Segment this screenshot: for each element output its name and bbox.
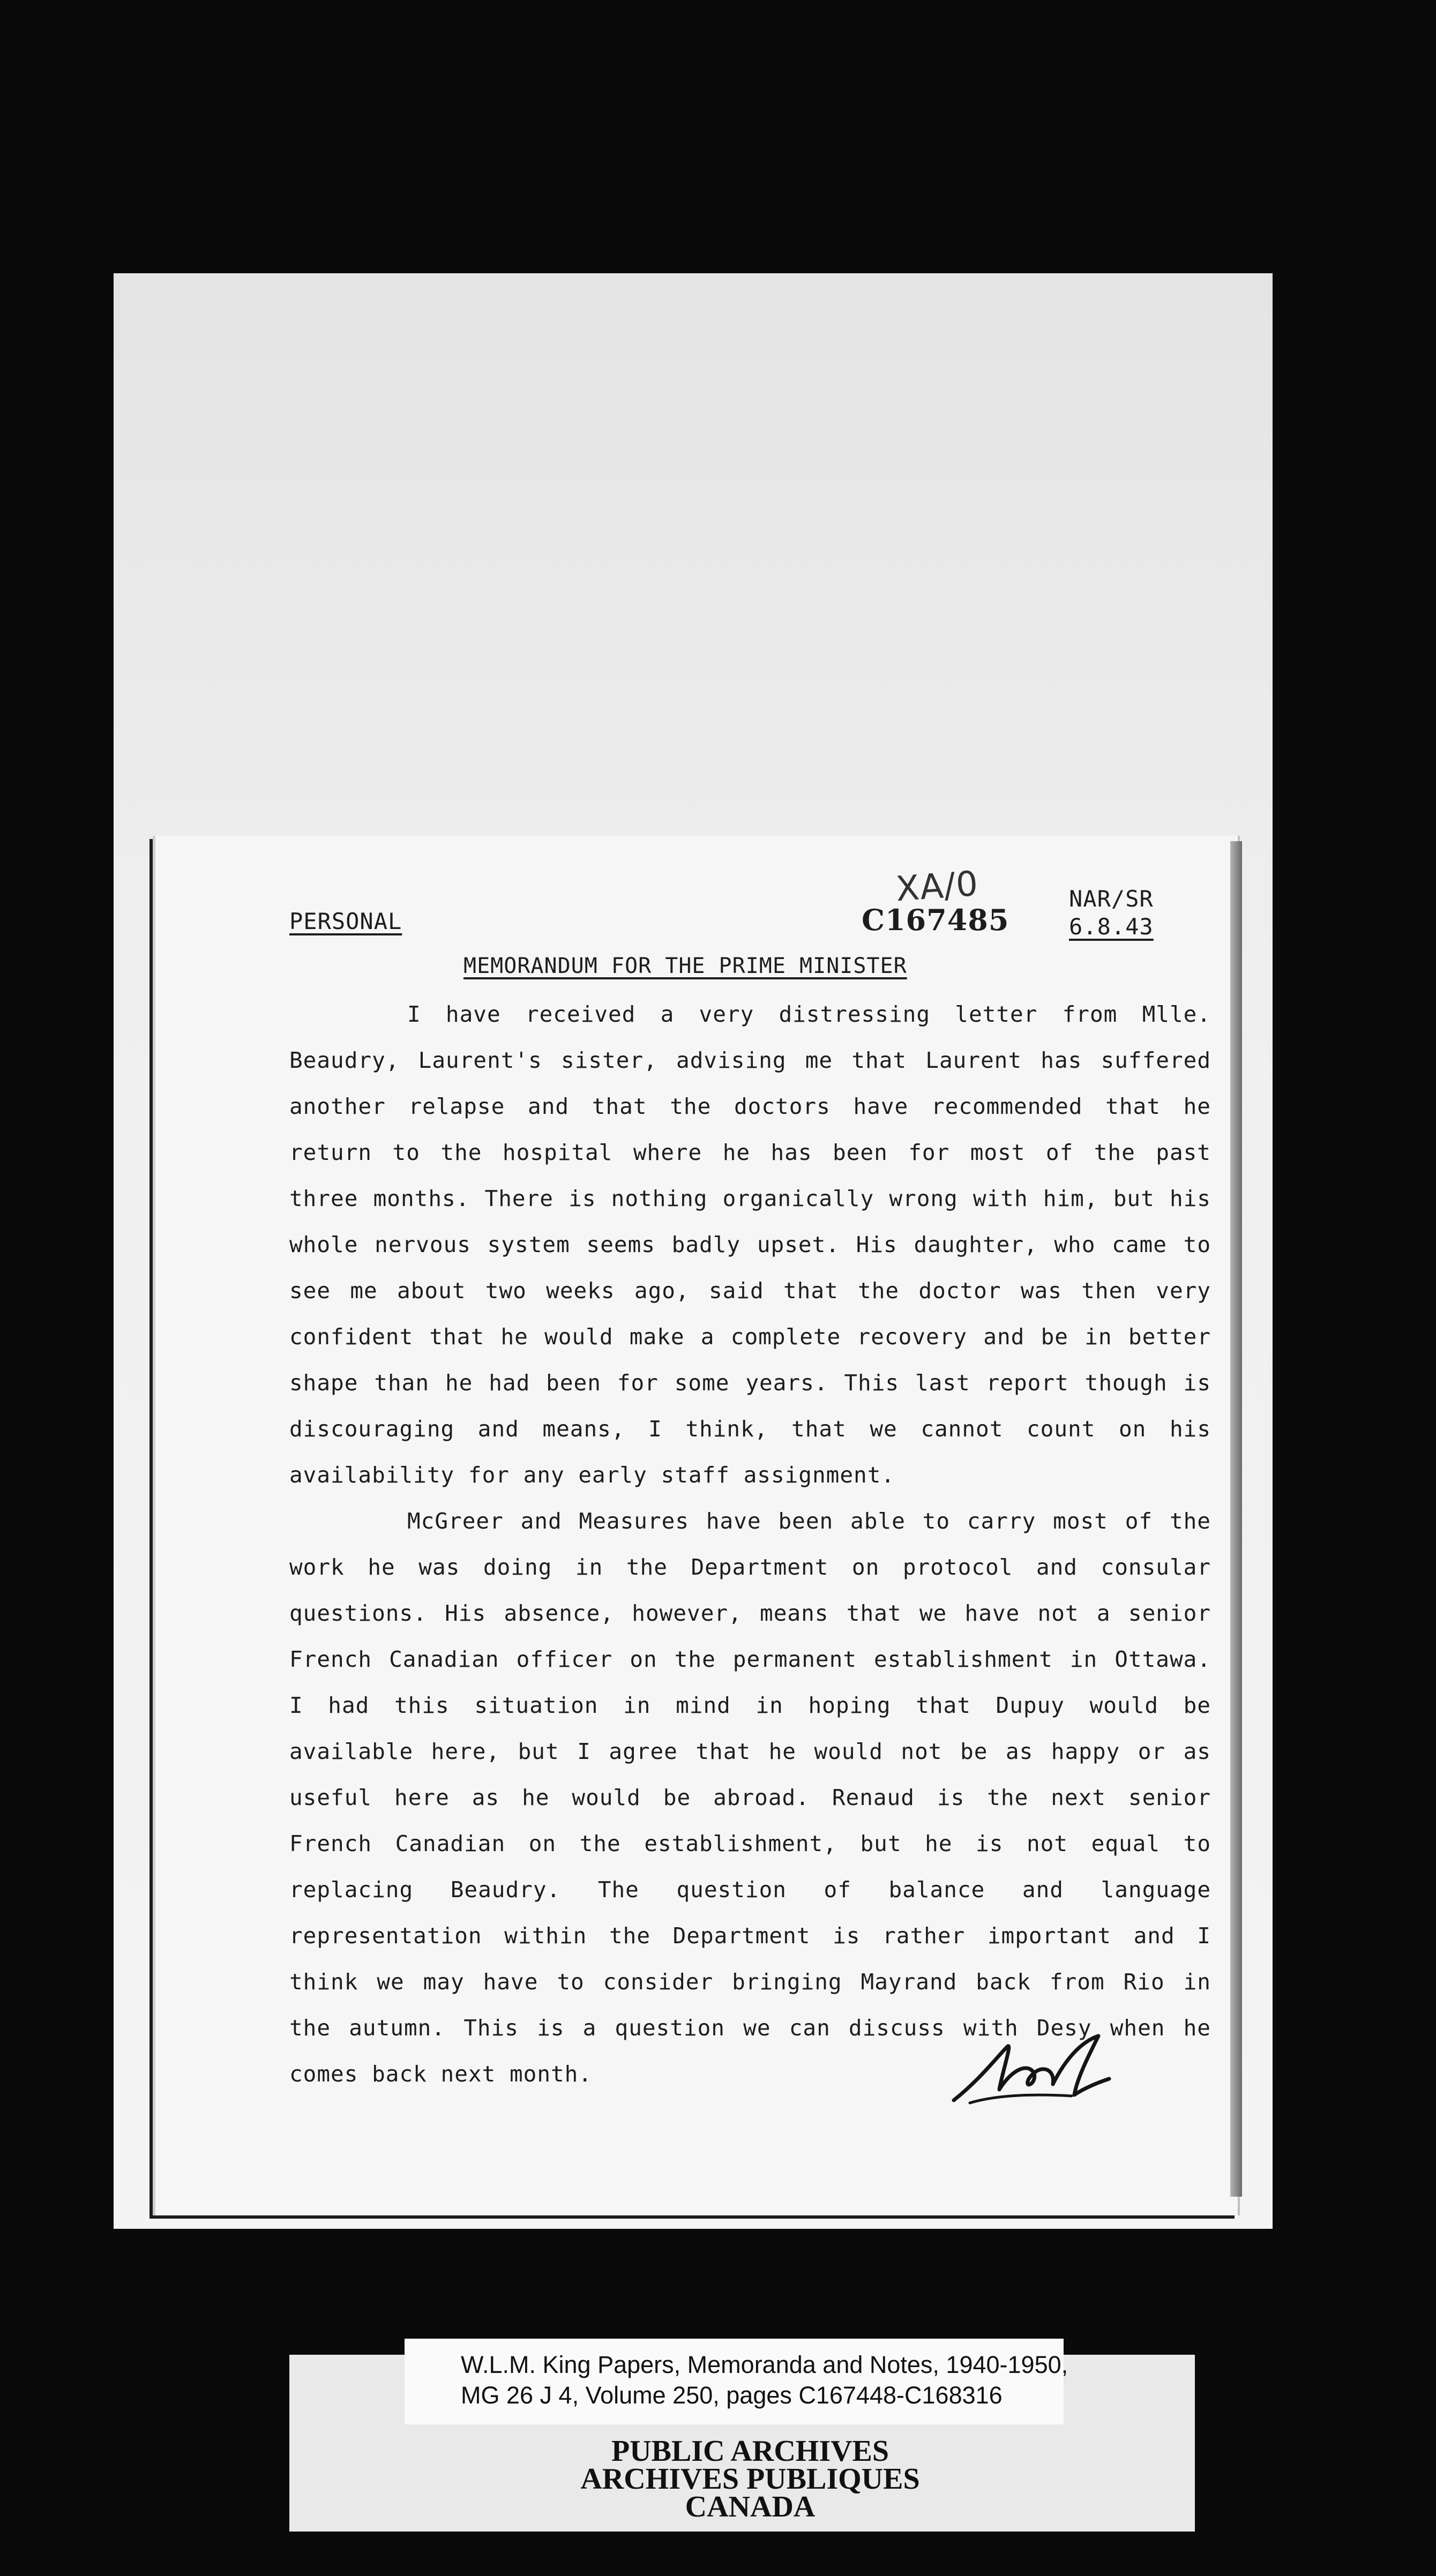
signature-icon [948,2025,1120,2111]
classification-label: PERSONAL [289,908,402,934]
reference-initials: NAR/SR [1069,886,1154,912]
memo-title: MEMORANDUM FOR THE PRIME MINISTER [463,954,907,978]
archive-citation-line-1: W.L.M. King Papers, Memoranda and Notes, 1940-1950, [461,2351,1068,2378]
paragraph-2: McGreer and Measures have been able to carry most of the work he was doing in the Department on protocol and consular questions. His absence, however, means that we have not a senior French Canadian officer on the permanent establishment in Ottawa. I had this situation in mind in hoping that Dupuy would be available here, but I agree that he would not be as happy or as useful here as he would be abroad. Renaud is the next senior French Canadian on the establishment, but he is not equal to replacing Beaudry. The question of balance and language representation within the Department is rather important and I think we may have to consider bringing Mayrand back from Rio in the autumn. This is a question we can discuss with Desy when he comes back next month. [289,1508,1211,2087]
archive-stamp-line-3: CANADA [685,2490,816,2523]
file-number: C167485 [862,903,1009,937]
memo-body [289,991,1211,2097]
archive-stamp-line-1: PUBLIC ARCHIVES [611,2435,889,2468]
reference-block [1069,885,1154,941]
archive-citation-line-2: MG 26 J 4, Volume 250, pages C167448-C168316 [461,2382,1003,2409]
handwritten-file-note: XA/0 [894,864,980,910]
reference-date: 6.8.43 [1069,913,1154,940]
archive-stamp-line-2: ARCHIVES PUBLIQUES [580,2462,920,2496]
paragraph-1: I have received a very distressing letter from Mlle. Beaudry, Laurent's sister, advising me that Laurent has suffered another relapse and that the doctors have recommended that he return to the hospital where he has been for most of the past three months. There is nothing organically wrong with him, but his whole nervous system seems badly upset. His daughter, who came to see me about two weeks ago, said that the doctor was then very confident that he would make a complete recovery and be in better shape than he had been for some years. This last report though is discouraging and means, I think, that we cannot count on his availability for any early staff assignment. [289,1001,1211,1488]
